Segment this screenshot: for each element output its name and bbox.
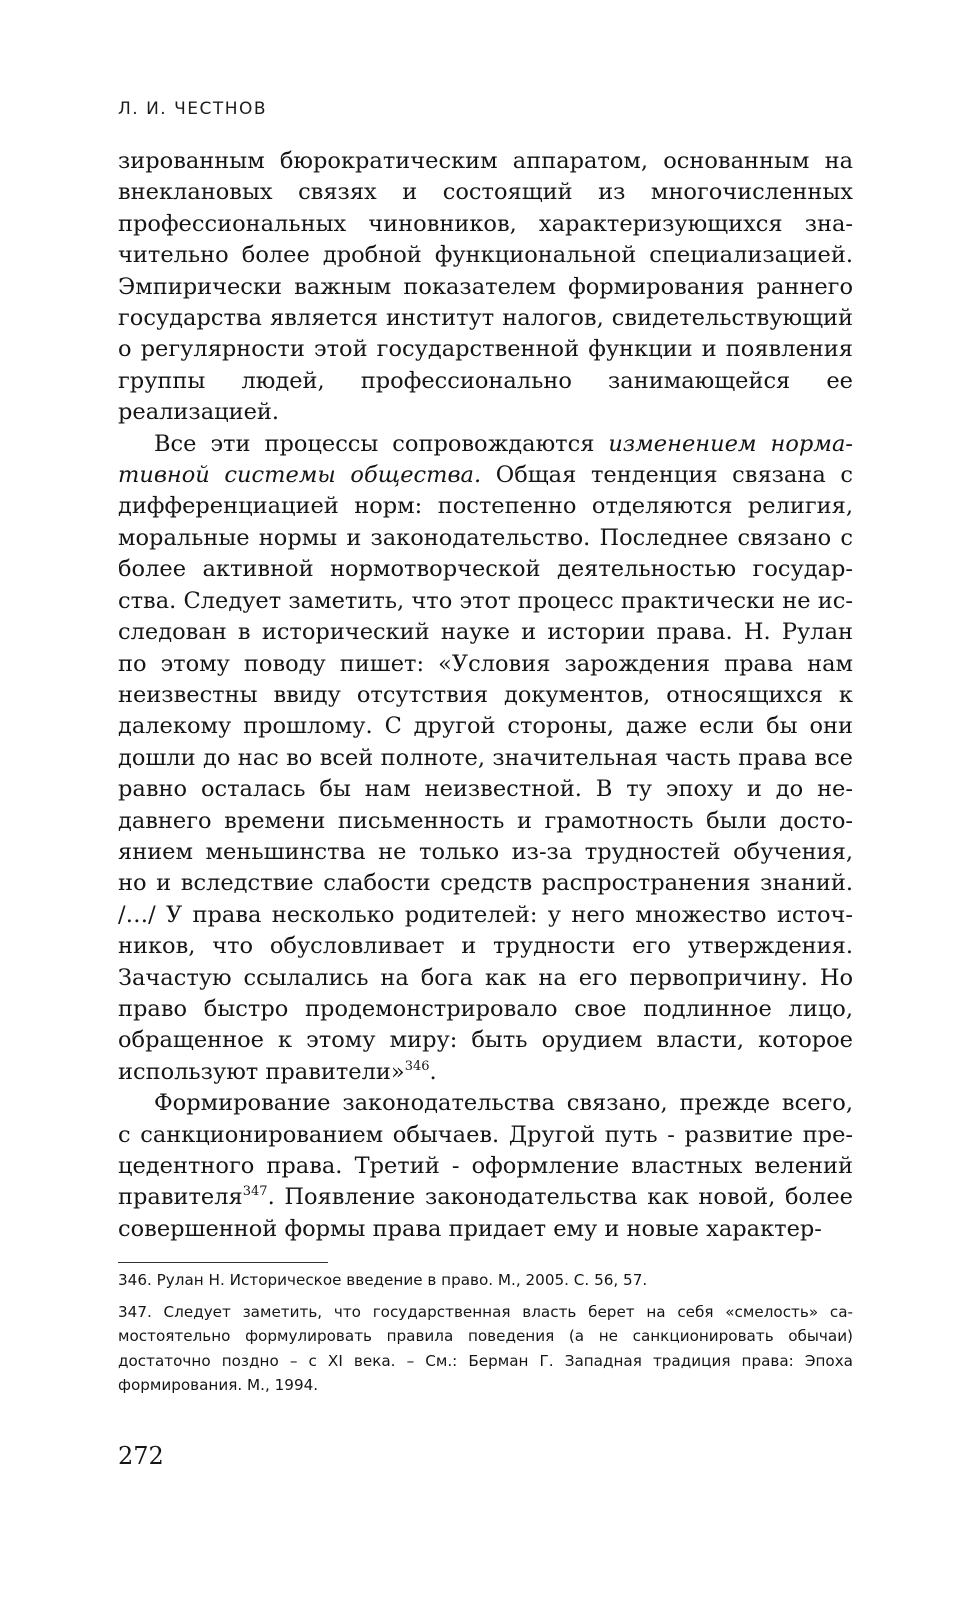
footnote-ref-347: 347 xyxy=(242,1184,268,1200)
main-text xyxy=(118,146,853,1245)
paragraph-2 xyxy=(118,429,853,1089)
footnote-divider xyxy=(118,1262,328,1263)
footnote-347: 347. Следует заметить, что государственная власть берет на себя «смелость» самостоятельно формулировать правила поведения (а не санкционировать обычаи) достаточно поздно – с XI века. – См.: Берман Г. Западная традиция права: Эпоха формирования. М., 1994. xyxy=(118,1302,853,1394)
paragraph-2-end: . xyxy=(429,1058,437,1085)
footnotes xyxy=(118,1268,853,1405)
paragraph-3-start: Формирование законодательства связано, прежде всего, с санкционированием обычаев. Другой путь - развитие прецедентного права. Третий - оформление властных велений правителя xyxy=(118,1090,853,1211)
footnote-346: 346. Рулан Н. Историческое введение в право. М., 2005. С. 56, 57. xyxy=(118,1271,648,1289)
paragraph-3-rest: . Появление законодательства как новой, более совершенной формы права придает ему и новые характер- xyxy=(118,1184,853,1242)
footnote-ref-346: 346 xyxy=(404,1058,430,1074)
paragraph-2-start: Все эти процессы сопровождаются xyxy=(154,430,609,457)
running-header: Л. И. ЧЕСТНОВ xyxy=(118,99,268,119)
paragraph-1: зированным бюрократическим аппаратом, основанным на внеклановых связях и состоящий из многочисленных профессиональных чиновников, характеризующихся значительно более дробной функциональной специализацией. Эмпирически важным показателем формирования раннего государства является институт налогов, свидетельствующий о регулярности этой государственной функции и появления группы людей, профессионально занимающейся ее реализацией. xyxy=(118,148,853,426)
paragraph-3 xyxy=(118,1088,853,1245)
paragraph-2-rest: Общая тенденция связана с дифференциацией норм: постепенно отделяются религия, моральные нормы и законодательство. Последнее связано с более активной нормотворческой деятельностью государства. Следует заметить, что этот процесс практически не исследован в исторический науке и истории права. Н. Рулан по этому поводу пишет: «Условия зарождения права нам неизвестны ввиду отсутствия документов, относящихся к далекому прошлому. С другой стороны, даже если бы они дошли до нас во всей полноте, значительная часть права все равно осталась бы нам неизвестной. В ту эпоху и до недавнего времени письменность и грамотность были достоянием меньшинства не только из-за трудностей обучения, но и вследствие слабости средств распространения знаний. /…/ У права несколько родителей: у него множество источников, что обусловливает и трудности его утверждения. Зачастую ссылались на бога как на его первопричину. Но право быстро продемонстрировало свое подлинное лицо, обращенное к этому миру: быть орудием власти, которое используют правители» xyxy=(118,462,853,1085)
paragraph-2-emphasis: изменением нормативной системы общества. xyxy=(118,430,853,489)
page-number: 272 xyxy=(118,1442,164,1470)
